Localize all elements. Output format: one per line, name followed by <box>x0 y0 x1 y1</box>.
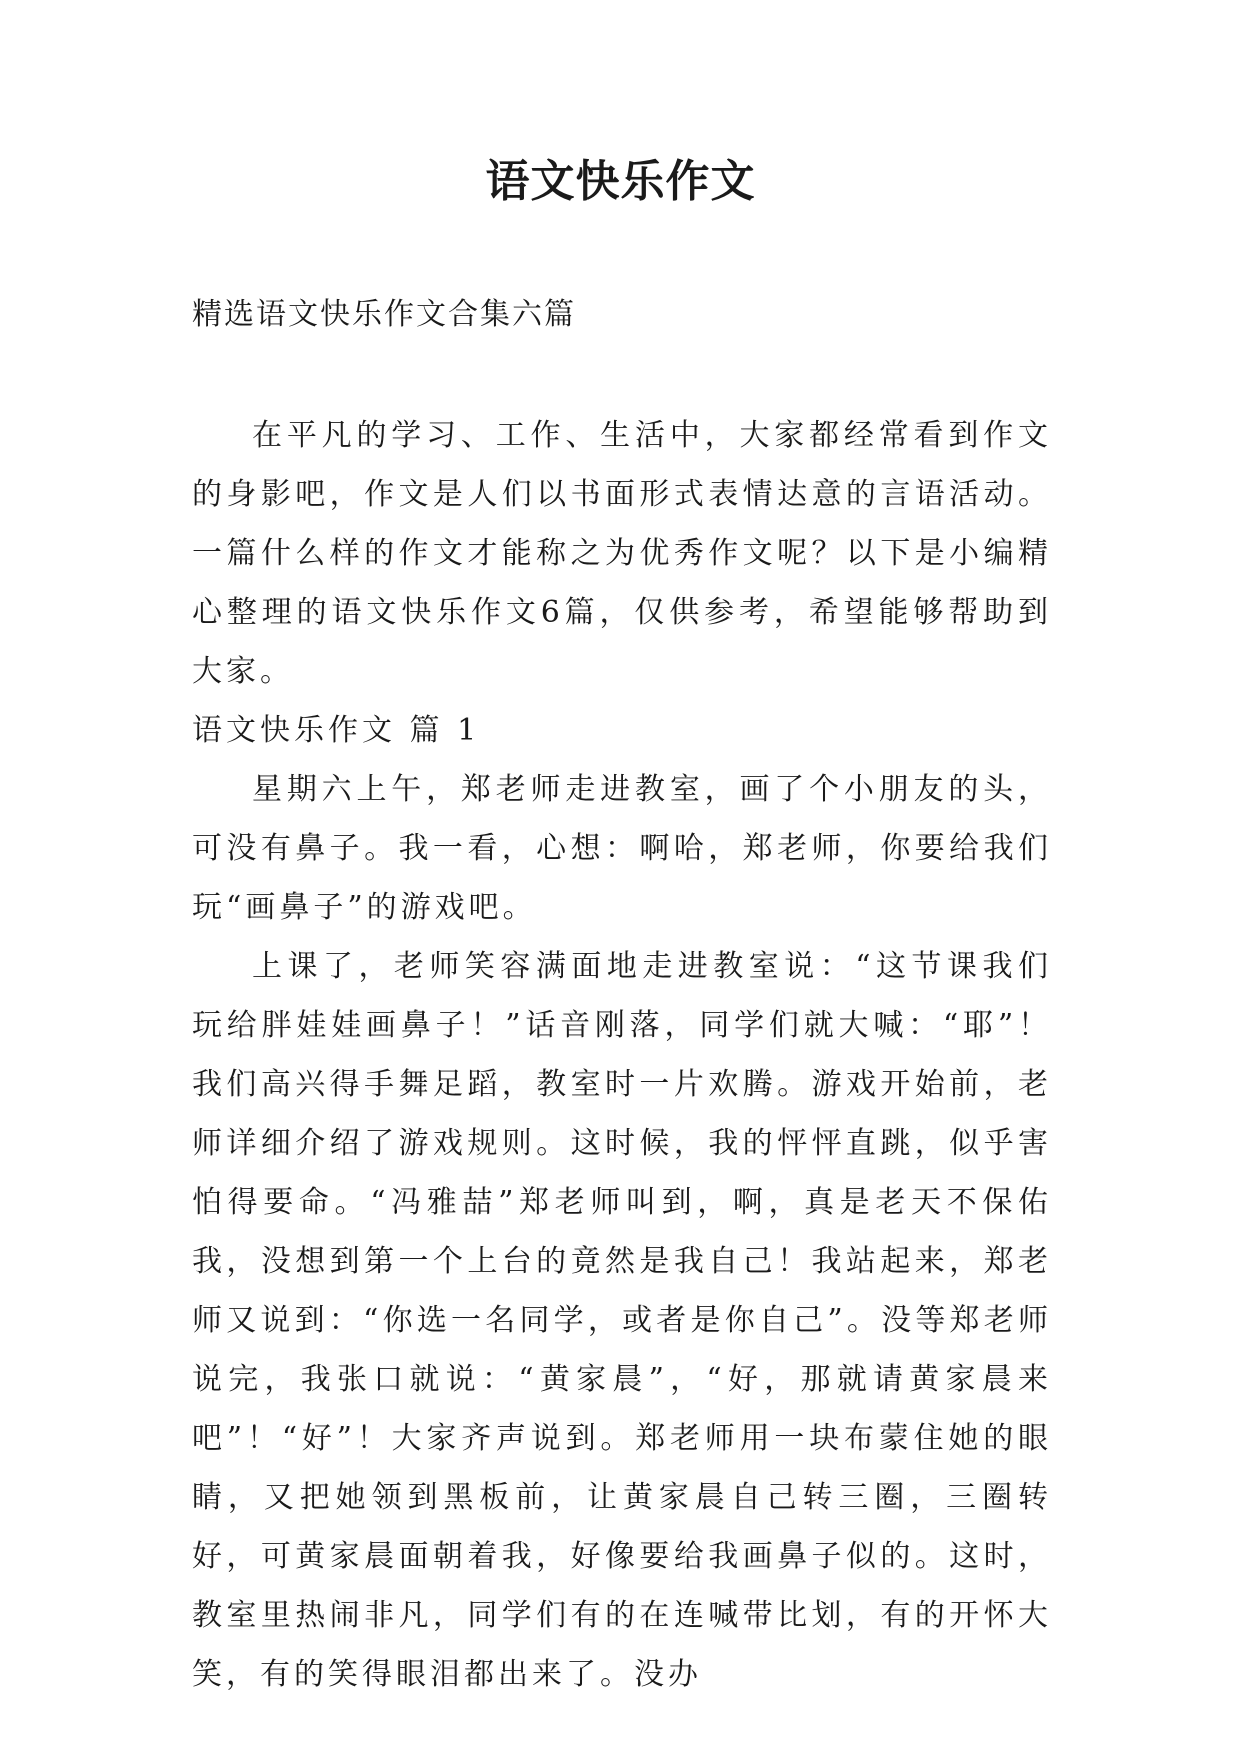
document-body <box>192 406 1052 1704</box>
intro-paragraph: 在平凡的学习、工作、生活中，大家都经常看到作文的身影吧，作文是人们以书面形式表情达意的言语活动。一篇什么样的作文才能称之为优秀作文呢？以下是小编精心整理的语文快乐作文6篇，仅供参考，希望能够帮助到大家。 <box>192 418 1052 689</box>
body-paragraph: 上课了，老师笑容满面地走进教室说：“这节课我们玩给胖娃娃画鼻子！”话音刚落，同学们就大喊：“耶”！我们高兴得手舞足蹈，教室时一片欢腾。游戏开始前，老师详细介绍了游戏规则。这时候，我的怦怦直跳，似乎害怕得要命。“冯雅喆”郑老师叫到，啊，真是老天不保佑我，没想到第一个上台的竟然是我自己！我站起来，郑老师又说到：“你选一名同学，或者是你自己”。没等郑老师说完，我张口就说：“黄家晨”，“好，那就请黄家晨来吧”！“好”！大家齐声说到。郑老师用一块布蒙住她的眼睛，又把她领到黑板前，让黄家晨自己转三圈，三圈转好，可黄家晨面朝着我，好像要给我画鼻子似的。这时，教室里热闹非凡，同学们有的在连喊带比划，有的开怀大笑，有的笑得眼泪都出来了。没办 <box>192 949 1052 1692</box>
section-heading: 语文快乐作文 篇 1 <box>192 713 481 748</box>
document-title: 语文快乐作文 <box>485 156 756 207</box>
document-subtitle: 精选语文快乐作文合集六篇 <box>192 297 576 332</box>
body-paragraph: 星期六上午，郑老师走进教室，画了个小朋友的头，可没有鼻子。我一看，心想：啊哈，郑老师，你要给我们玩“画鼻子”的游戏吧。 <box>192 772 1052 925</box>
